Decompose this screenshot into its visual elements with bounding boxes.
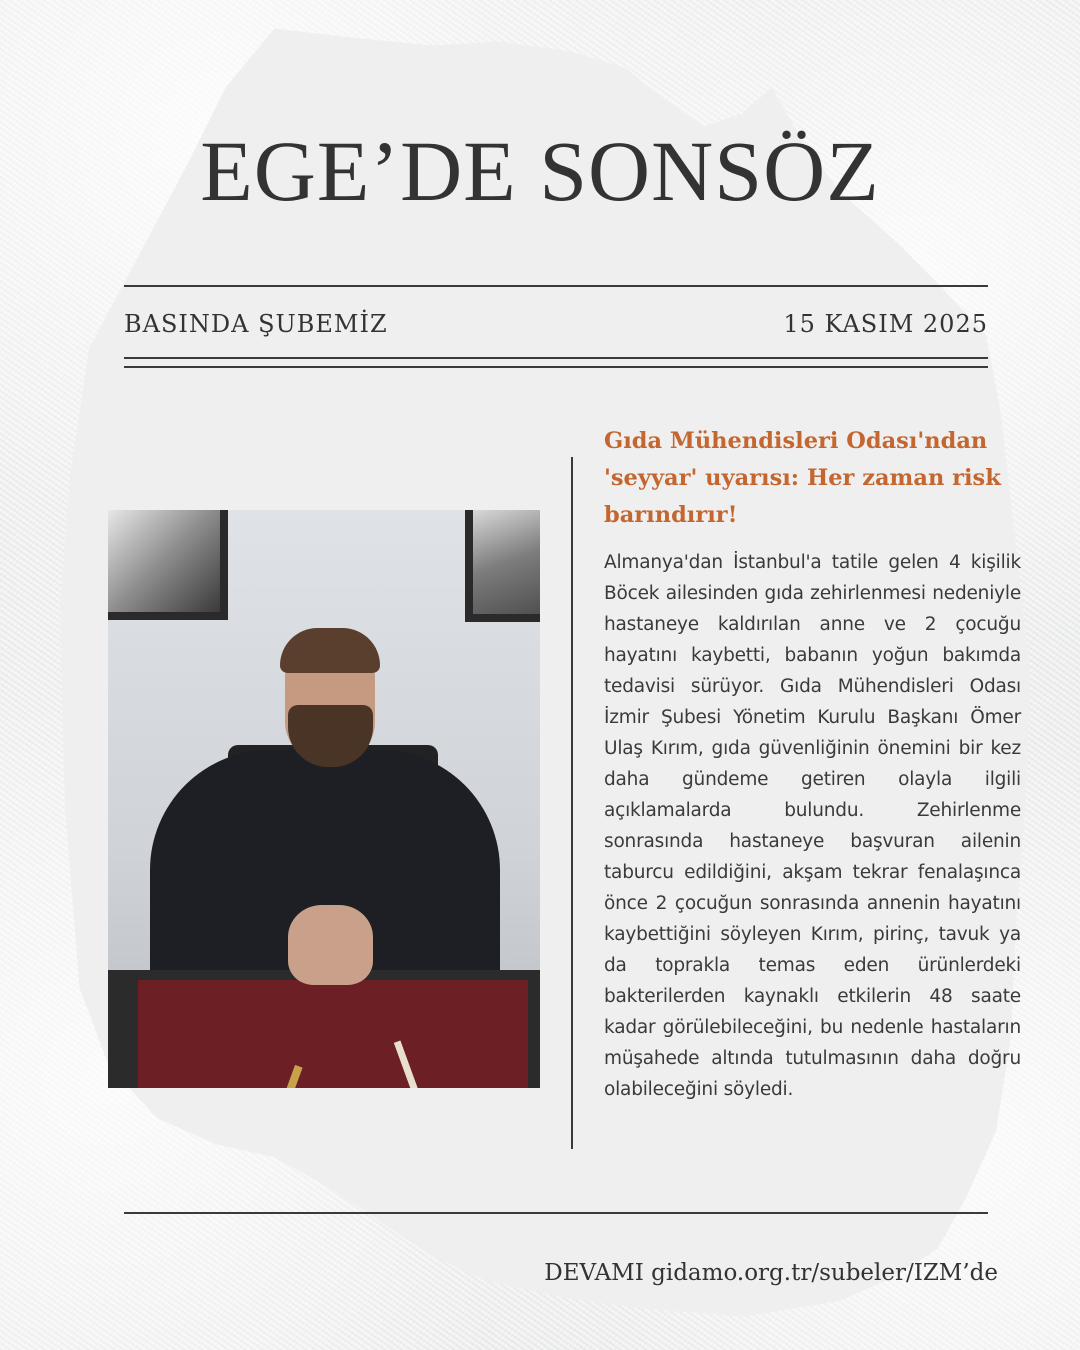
column-divider	[571, 457, 573, 1149]
article-photo	[108, 510, 540, 1088]
article-headline: Gıda Mühendisleri Odası'ndan 'seyyar' uyarısı: Her zaman risk barındırır!	[604, 428, 1001, 528]
read-more-link[interactable]: DEVAMI gidamo.org.tr/subeler/IZM’de	[544, 1260, 998, 1286]
divider-top	[124, 285, 988, 287]
section-label: BASINDA ŞUBEMİZ	[124, 310, 388, 338]
person-hands	[288, 905, 373, 985]
desk-pad	[138, 980, 528, 1088]
divider-bottom	[124, 1212, 988, 1214]
article-body: Almanya'dan İstanbul'a tatile gelen 4 kişilik Böcek ailesinden gıda zehirlenmesi nedeniyle hastaneye kaldırılan anne ve 2 çocuğu hayatını kaybetti, babanın yoğun bakımda tedavisi sürüyor. Gıda Mühendisleri Odası İzmir Şubesi Yönetim Kurulu Başkanı Ömer Ulaş Kırım, gıda güvenliğinin önemini bir kez daha gündeme getiren olayla ilgili açıklamalarda bulundu. Zehirlenme sonrasında hastaneye başvuran ailenin taburcu edildiğini, akşam tekrar fenalaşınca önce 2 çocuğun sonrasında annenin hayatını kaybettiğini söyleyen Kırım, pirinç, tavuk ya da toprakla temas eden ürünlerdeki bakterilerden kaynaklı etkilerin 48 saate kadar görülebileceğini, bu nedenle hastaların müşahede altında tutulmasının daha doğru olabileceğini söyledi.	[604, 552, 1021, 1100]
masthead-title: EGE’DE SONSÖZ	[200, 123, 880, 219]
issue-date: 15 KASIM 2025	[783, 310, 988, 338]
wall-frame-right	[465, 510, 540, 622]
divider-double-a	[124, 357, 988, 359]
person-hair	[280, 628, 380, 673]
wall-frame-left	[108, 510, 228, 620]
divider-double-b	[124, 366, 988, 368]
